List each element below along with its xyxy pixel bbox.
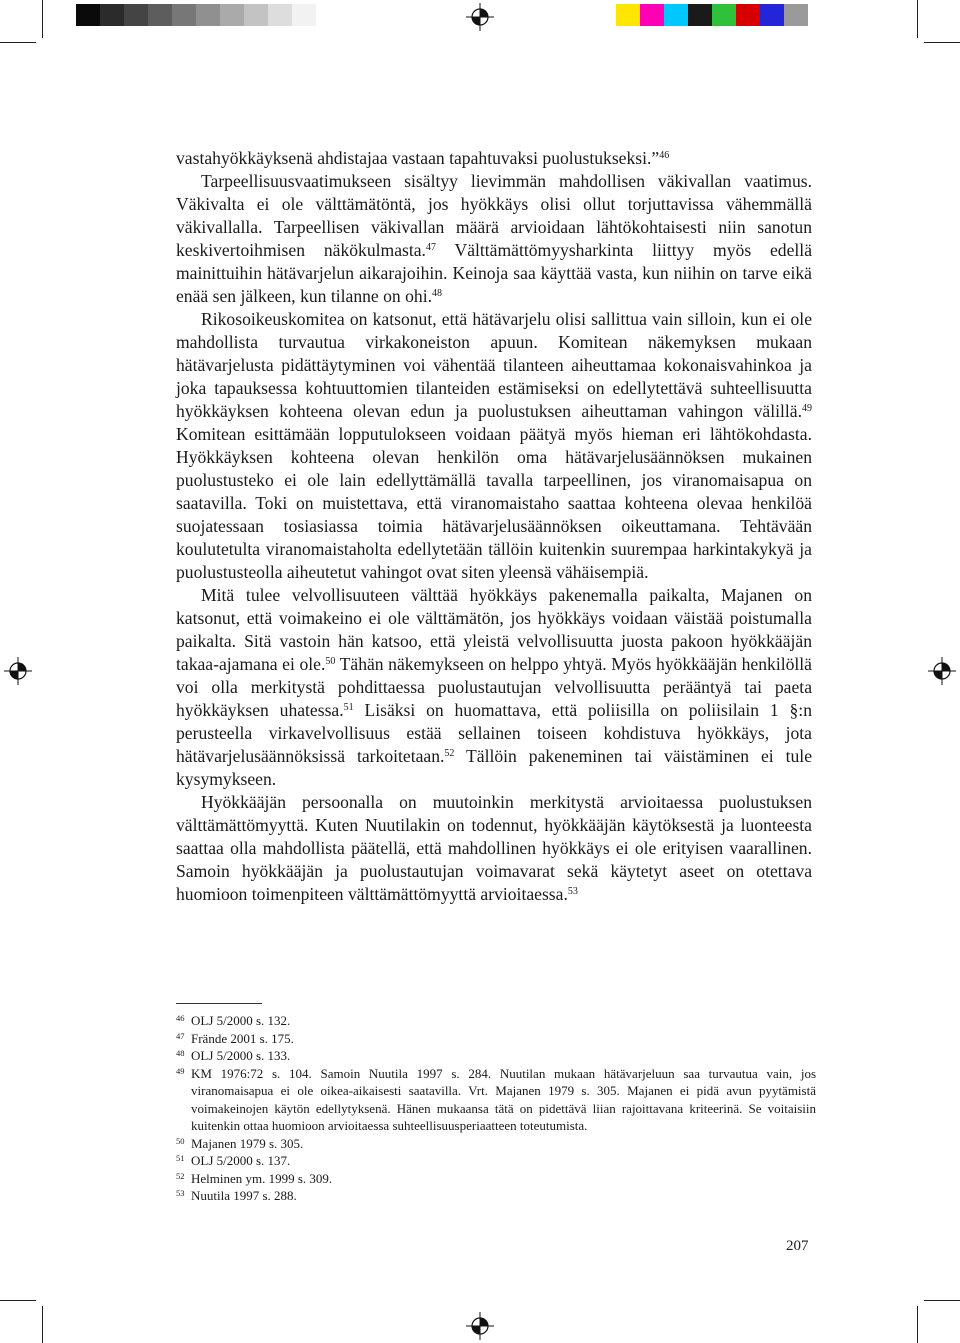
footnote: [176, 1152, 816, 1170]
crop-mark-bottom-right-h: [924, 1300, 960, 1301]
paragraph-text: Lisäksi on huomattava, että poliisilla on poliisilain 1 §:n perusteella virkavelvollisuus estää sellainen toiseen kohdistuva hyökkäys, jota hätävarjelusäännöksissä tarkoitetaan.: [176, 700, 812, 766]
footnote-reference: 53: [567, 886, 578, 897]
paragraph: [176, 147, 812, 170]
paragraph: [176, 791, 812, 906]
footnote: [176, 1187, 816, 1205]
footnote: [176, 1135, 816, 1153]
crop-mark-bottom-right-v: [917, 1306, 918, 1343]
paragraph: [176, 584, 812, 791]
grayscale-swatch: [196, 4, 220, 26]
registration-mark-bottom-icon: [466, 1312, 494, 1340]
grayscale-swatch: [244, 4, 268, 26]
paragraph-text: Välttämättömyysharkinta liittyy myös edellä mainittuihin hätävarjelun aikarajoihin. Keinoja saa käyttää vasta, kun niihin on tarve eikä enää sen jälkeen, kun tilanne on ohi.: [176, 240, 813, 306]
grayscale-swatch: [148, 4, 172, 26]
footnote-number: 49: [176, 1065, 185, 1076]
registration-mark-left-icon: [4, 657, 32, 685]
grayscale-swatch: [172, 4, 196, 26]
footnote-reference: 48: [432, 288, 443, 299]
process-swatch: [616, 4, 640, 26]
grayscale-swatch: [124, 4, 148, 26]
paragraph-text: Tällöin pakeneminen tai väistäminen ei tule kysymykseen.: [176, 746, 813, 789]
process-swatch: [688, 4, 712, 26]
footnote-text: OLJ 5/2000 s. 133.: [191, 1048, 291, 1063]
footnote-number: 53: [176, 1188, 185, 1198]
grayscale-swatch: [292, 4, 316, 26]
body-text: [176, 147, 812, 906]
footnote-text: Nuutila 1997 s. 288.: [191, 1188, 297, 1203]
process-swatch: [784, 4, 808, 26]
process-color-bar: [616, 4, 808, 26]
footnote: [176, 1012, 816, 1030]
footnote-text: Frände 2001 s. 175.: [191, 1030, 294, 1046]
paragraph-text: Tarpeellisuusvaatimukseen sisältyy lievimmän mahdollisen väkivallan vaatimus. Väkivalta ei ole välttämätöntä, jos hyökkäys olisi ollut torjuttavissa vähemmällä väkivallalla. Tarpeellisen väkivallan määrä arvioidaan lähtökohtaisesti niin sanotun keskivertoihmisen näkökulmasta.: [176, 171, 812, 260]
process-swatch: [736, 4, 760, 26]
footnote-reference: 51: [343, 702, 354, 713]
footnote: [176, 1030, 816, 1048]
grayscale-swatch: [220, 4, 244, 26]
crop-mark-bottom-left-h: [0, 1300, 36, 1301]
footnote-text: OLJ 5/2000 s. 137.: [191, 1153, 291, 1168]
process-swatch: [712, 4, 736, 26]
footnote: [176, 1170, 816, 1188]
registration-mark-top-icon: [466, 3, 494, 31]
footnote: [176, 1047, 816, 1065]
paragraph: [176, 308, 812, 584]
footnote-number: 50: [176, 1135, 185, 1146]
paragraph-text: Hyökkääjän persoonalla on muutoinkin merkitystä arvioitaessa puolustuksen välttämättömyyttä. Kuten Nuutilakin on todennut, hyökkääjän käytöksestä ja luonteesta saattaa olla mahdollista päätellä, että mahdollinen hyökkäys ei ole erityisen vaarallinen. Samoin hyökkääjän ja puolustautujan voimavarat sekä käytetyt aseet on otettava huomioon toimenpiteen välttämättömyyttä arvioitaessa.: [176, 792, 812, 904]
grayscale-swatch: [76, 4, 100, 26]
process-swatch: [640, 4, 664, 26]
footnote-reference: 46: [659, 150, 670, 161]
footnote-number: 51: [176, 1153, 185, 1163]
footnote-reference: 49: [802, 403, 812, 414]
crop-mark-top-left-h: [0, 42, 36, 43]
page-number: 207: [786, 1238, 809, 1254]
paragraph-text: Tähän näkemykseen on helppo yhtyä. Myös hyökkääjän henkilöllä voi olla merkitystä pohdittaessa puolustautujan velvollisuutta perääntyä tai paeta hyökkäyksen uhatessa.: [176, 654, 812, 720]
footnote-separator: [176, 1003, 262, 1004]
footnote-text: OLJ 5/2000 s. 132.: [191, 1013, 291, 1028]
footnote: [176, 1065, 816, 1135]
crop-mark-top-right-h: [924, 42, 960, 43]
paragraph-text: vastahyökkäyksenä ahdistajaa vastaan tapahtuvaksi puolustukseksi.”: [176, 148, 660, 168]
footnotes: [176, 1012, 816, 1205]
paragraph: [176, 170, 812, 308]
grayscale-swatch: [268, 4, 292, 26]
crop-mark-bottom-left-v: [42, 1306, 43, 1343]
registration-mark-right-icon: [928, 657, 956, 685]
footnote-reference: 52: [444, 748, 455, 759]
footnote-text: Majanen 1979 s. 305.: [191, 1135, 304, 1151]
footnote-reference: 50: [325, 656, 336, 667]
footnote-text: Helminen ym. 1999 s. 309.: [191, 1170, 333, 1186]
crop-mark-top-right-v: [917, 0, 918, 38]
crop-mark-top-left-v: [42, 0, 43, 38]
process-swatch: [760, 4, 784, 26]
footnote-number: 52: [176, 1170, 185, 1181]
grayscale-color-bar: [76, 4, 316, 26]
footnote-number: 47: [176, 1030, 185, 1041]
grayscale-swatch: [100, 4, 124, 26]
footnote-text: KM 1976:72 s. 104. Samoin Nuutila 1997 s. 284. Nuutilan mukaan hätävarjeluun saa turvautua vain, jos viranomaisapua ei ole oikea-aikaisesti saatavilla. Vrt. Majanen 1979 s. 305. Majanen ei pidä avun pyytämistä voimakeinojen käytön edellytyksenä. Hänen mukaansa tätä on pidettävä liian rajoittavana kriteerinä. Se voitaisiin kuitenkin ottaa huomioon arvioitaessa suhteellisuusperiaatteen toteutumista.: [191, 1065, 816, 1133]
footnote-number: 46: [176, 1013, 185, 1023]
paragraph-text: Mitä tulee velvollisuuteen välttää hyökkäys pakenemalla paikalta, Majanen on katsonut, että voimakeino ei ole välttämätön, jos hyökkäys voidaan väistää poistumalla paikalta. Sitä vastoin hän katsoo, että yleistä velvollisuutta juosta pakoon hyökkääjän takaa-ajamana ei ole.: [176, 585, 812, 674]
paragraph-text: Komitean esittämään lopputulokseen voidaan päätyä myös hieman eri lähtökohdasta. Hyökkäyksen kohteena olevan henkilön oma hätävarjelusäännöksen mukainen puolustusteko ei ole lain edellyttämällä tavalla tarpeellinen, jos viranomaisapua on saatavilla. Toki on muistettava, että viranomaistaho saattaa kohteena olevaa henkilöä suojatessaan tosiasiassa toimia hätävarjelusäännöksen oikeuttamana. Tehtävään koulutetulta viranomaistaholta edellytetään tällöin kuitenkin suurempaa harkintakykyä ja puolustusteolla aiheutetut vahingot ovat siten yleensä vähäisempiä.: [176, 424, 812, 582]
paragraph-text: Rikosoikeuskomitea on katsonut, että hätävarjelu olisi sallittua vain silloin, kun ei ole mahdollista turvautua virkakoneiston apuun. Komitean näkemyksen mukaan hätävarjelusta pidättäytyminen voi vähentää tilanteen aiheuttamaa kokonaisvahinkoa ja joka tapauksessa kohtuuttomien tilanteiden estämiseksi on edellytettävä suhteellisuutta hyökkäyksen kohteena olevan edun ja puolustuksen aiheuttaman vahingon välillä.: [176, 309, 812, 421]
process-swatch: [664, 4, 688, 26]
footnote-reference: 47: [425, 242, 436, 253]
footnote-number: 48: [176, 1048, 185, 1058]
